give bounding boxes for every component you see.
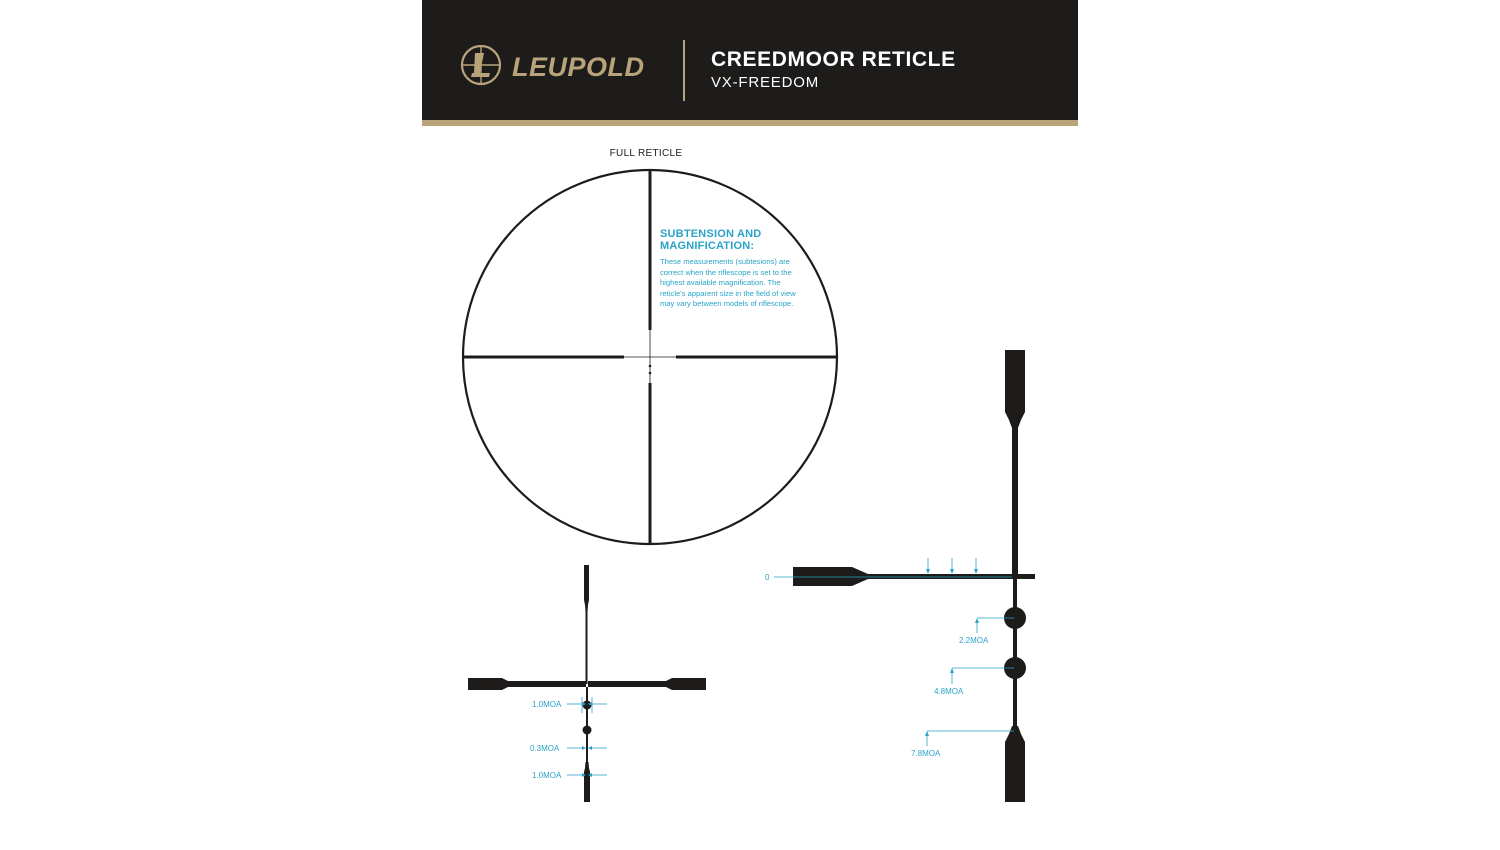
subtension-heading: SUBTENSION AND MAGNIFICATION: xyxy=(660,228,762,252)
reticle-top-post xyxy=(649,170,652,330)
reticle-bottom-post xyxy=(649,383,652,544)
brand-name: LEUPOLD xyxy=(512,52,645,82)
hold-top-post xyxy=(1005,350,1025,576)
hold-dimension-7-8moa xyxy=(925,731,1014,746)
detail-fine-line xyxy=(586,687,588,762)
reticle-diagrams xyxy=(422,0,1078,850)
center-detail-label: 1.0MOA xyxy=(532,771,562,780)
full-reticle-diagram xyxy=(463,170,837,544)
center-detail-diagram xyxy=(468,565,706,802)
page-subtitle: VX-FREEDOM xyxy=(711,74,820,91)
center-detail-label: 1.0MOA xyxy=(532,700,562,709)
hold-detail-label: 7.8MOA xyxy=(911,749,941,758)
detail-bottom-post xyxy=(584,762,590,802)
reticle-hold-dot xyxy=(649,365,652,368)
page-title: CREEDMOOR RETICLE xyxy=(711,48,956,71)
hold-zero-label: 0 xyxy=(765,573,770,582)
detail-left-post xyxy=(468,678,586,690)
hold-fine-line xyxy=(1013,579,1017,729)
reticle-hold-dot xyxy=(649,372,652,375)
hold-right-stub xyxy=(1015,574,1035,579)
full-reticle-label: FULL RETICLE xyxy=(609,148,683,159)
detail-top-post xyxy=(584,565,589,684)
center-detail-label: 0.3MOA xyxy=(530,744,560,753)
hold-detail-label: 4.8MOA xyxy=(934,687,964,696)
reticle-right-post xyxy=(676,356,837,359)
detail-right-post xyxy=(588,678,706,690)
hold-detail-label: 2.2MOA xyxy=(959,636,989,645)
reticle-spec-sheet xyxy=(422,0,1078,850)
hold-left-post xyxy=(793,567,1015,586)
subtension-body: These measurements (subtesions) are correct when the riflescope is set to the highest available magnification. The reticle's apparent size in the field of view may vary between models of riflescope. xyxy=(660,257,796,309)
hold-detail-diagram xyxy=(765,350,1035,802)
reticle-left-post xyxy=(463,356,624,359)
hold-bottom-post xyxy=(1005,726,1025,802)
